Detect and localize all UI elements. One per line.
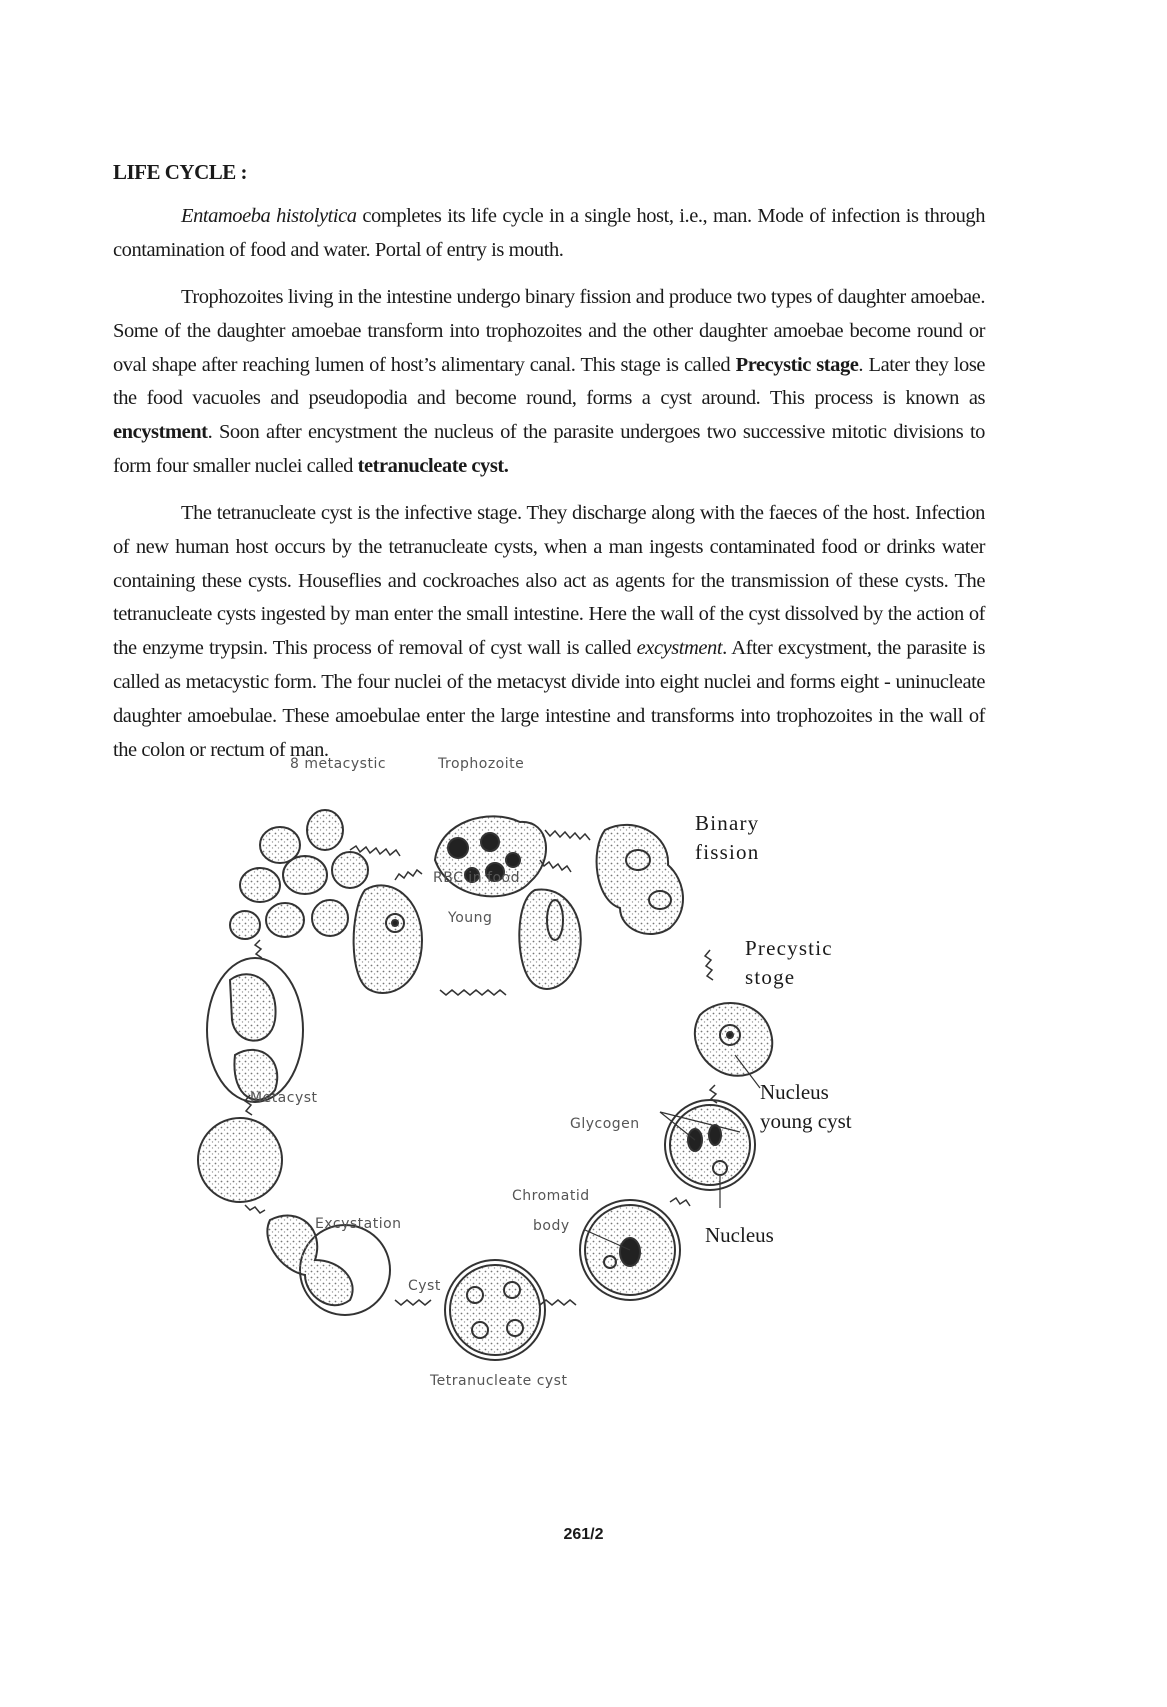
paragraph-3	[113, 497, 985, 767]
label-cyst: Cyst	[408, 1278, 441, 1294]
paragraph-2-text-3: . Soon after encystment the nucleus of the parasite undergoes two successive mitotic divisions to form four smaller nuclei called	[113, 421, 985, 477]
label-nucleus-2: Nucleus	[705, 1223, 774, 1247]
young-trophozoite-cell	[519, 889, 580, 989]
young-cyst-cell	[665, 1100, 755, 1190]
label-rbc-in-food: RBC in food	[433, 870, 520, 886]
paragraph-3-text-2: . After excystment, the parasite is called as metacystic form. The four nuclei of the metacyst divide into eight nuclei and forms eight - uninucleate daughter amoebulae. These amoebulae enter the large intestine and transforms into trophozoites in the wall of the colon or rectum of man.	[113, 637, 985, 761]
term-precystic-stage: Precystic stage	[735, 353, 859, 376]
label-young-cyst: young cyst	[760, 1109, 852, 1133]
paragraph-3-text-1: The tetranucleate cyst is the infective stage. They discharge along with the faeces of the host. Infection of new human host occurs by the tetranucleate cysts, when a man ingests contaminated food or drinks water containing these cysts. Houseflies and cockroaches also act as agents for the transmission of these cysts. The tetranucleate cysts ingested by man enter the small intestine. Here the wall of the cyst dissolved by the action of the enzyme trypsin. This process of removal of cyst wall is called	[113, 502, 985, 660]
paragraph-2-text-2: . Later they lose the food vacuoles and pseudopodia and become round, forms a cyst around. This process is known as	[113, 353, 985, 410]
label-young: Young	[448, 910, 493, 926]
label-chromatid-2: body	[533, 1218, 570, 1234]
tetranucleate-cyst-cell	[445, 1260, 545, 1360]
life-cycle-diagram	[190, 756, 950, 1490]
term-excystment: excystment	[636, 637, 723, 660]
label-precystic-1: Precystic	[745, 936, 833, 960]
species-name: Entamoeba histolytica	[181, 205, 357, 227]
label-glycogen: Glycogen	[570, 1116, 640, 1132]
section-heading: LIFE CYCLE :	[113, 160, 248, 184]
label-binary-2: fission	[695, 840, 760, 864]
rbc-trophozoite-cell	[354, 885, 422, 993]
paragraph-1-text: completes its life cycle in a single host, i.e., man. Mode of infection is through contamination of food and water. Portal of entry is mouth.	[113, 205, 985, 261]
label-8-metacystic: 8 metacystic	[290, 756, 387, 772]
label-chromatid-1: Chromatid	[512, 1188, 590, 1204]
label-excystation: Excystation	[315, 1216, 402, 1232]
precystic-cell	[695, 1003, 772, 1076]
paragraph-2	[113, 281, 985, 484]
metacyst-cell	[207, 958, 303, 1102]
label-metacyst: Metacyst	[250, 1090, 318, 1106]
label-trophozoite: Trophozoite	[438, 756, 525, 772]
page-number: 261/2	[563, 1526, 604, 1543]
label-tetranucleate-cyst: Tetranucleate cyst	[430, 1373, 568, 1389]
label-binary-1: Binary	[695, 811, 760, 835]
term-encystment: encystment	[113, 421, 208, 444]
metacystic-amoebulae	[230, 810, 368, 939]
label-nucleus-1: Nucleus	[760, 1080, 829, 1104]
paragraph-2-text-1: Trophozoites living in the intestine undergo binary fission and produce two types of daughter amoebae. Some of the daughter amoebae transform into trophozoites and the other daughter amoebae become round or oval shape after reaching lumen of host’s alimentary canal. This stage is called	[113, 286, 985, 376]
term-tetranucleate-cyst: tetranucleate cyst.	[357, 454, 509, 477]
label-precystic-2: stoge	[745, 965, 796, 989]
binary-fission-cell	[597, 825, 683, 934]
metacyst-lower-cell	[198, 1118, 282, 1202]
paragraph-1	[113, 200, 985, 268]
